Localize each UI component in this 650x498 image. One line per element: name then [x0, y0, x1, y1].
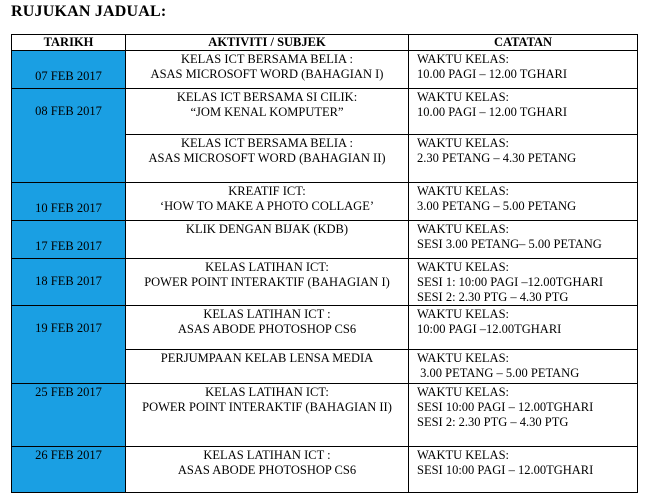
date-cell: 07 FEB 2017: [12, 51, 126, 89]
note-line: SESI 10:00 PAGI – 12.00TGHARI: [417, 463, 594, 477]
table-row: [12, 183, 638, 221]
note-line: 2.30 PETANG – 4.30 PETANG: [417, 151, 577, 165]
activity-line: PERJUMPAAN KELAB LENSA MEDIA: [160, 351, 374, 365]
activity-line: ASAS MICROSOFT WORD (BAHAGIAN I): [150, 67, 384, 81]
activity-line: ASAS ABODE PHOTOSHOP CS6: [177, 463, 357, 477]
activity-cell: [126, 51, 409, 89]
activity-line: KELAS LATIHAN ICT:: [205, 385, 329, 399]
note-line: SESI 1: 10:00 PAGI –12.00TGHARI: [417, 275, 604, 289]
note-line: 3.00 PETANG – 5.00 PETANG: [417, 199, 577, 213]
date-label: 18 FEB 2017: [35, 274, 102, 288]
note-line: WAKTU KELAS:: [417, 52, 510, 66]
header-row: [12, 35, 638, 51]
activity-line: ASAS MICROSOFT WORD (BAHAGIAN II): [148, 151, 386, 165]
note-line: SESI 2: 2.30 PTG – 4.30 PTG: [417, 415, 569, 429]
note-cell: [409, 183, 638, 221]
date-cell: [12, 306, 126, 384]
note-line: WAKTU KELAS:: [417, 222, 510, 236]
column-header-date: TARIKH: [12, 35, 126, 51]
activity-line: POWER POINT INTERAKTIF (BAHAGIAN II): [142, 400, 392, 414]
activity-cell: [126, 135, 409, 183]
date-cell: [12, 259, 126, 306]
date-cell: [12, 447, 126, 493]
note-cell: [409, 89, 638, 135]
date-label: 08 FEB 2017: [35, 104, 102, 118]
activity-cell: [126, 306, 409, 350]
activity-line: KELAS LATIHAN ICT:: [205, 260, 329, 274]
note-cell: [409, 447, 638, 493]
activity-line: KREATIF ICT:: [228, 184, 306, 198]
table-row: [12, 384, 638, 447]
note-line: WAKTU KELAS:: [417, 385, 510, 399]
activity-line: KELAS LATIHAN ICT :: [203, 448, 331, 462]
note-cell: [409, 350, 638, 384]
activity-cell: [126, 350, 409, 384]
note-line: WAKTU KELAS:: [417, 90, 510, 104]
note-cell: [409, 221, 638, 259]
date-label: 19 FEB 2017: [35, 321, 102, 335]
note-line: WAKTU KELAS:: [417, 351, 510, 365]
note-cell: [409, 259, 638, 306]
note-line: WAKTU KELAS:: [417, 307, 510, 321]
date-cell: [12, 384, 126, 447]
note-line: 3.00 PETANG – 5.00 PETANG: [417, 366, 580, 380]
note-cell: [409, 384, 638, 447]
activity-cell: [126, 183, 409, 221]
activity-line: KELAS ICT BERSAMA BELIA :: [180, 52, 353, 66]
note-cell: [409, 135, 638, 183]
date-cell: 10 FEB 2017: [12, 183, 126, 221]
activity-line: “JOM KENAL KOMPUTER”: [190, 105, 344, 119]
date-cell: 17 FEB 2017: [12, 221, 126, 259]
table-row: [12, 447, 638, 493]
activity-line: ASAS ABODE PHOTOSHOP CS6: [177, 322, 357, 336]
table-row: [12, 259, 638, 306]
activity-line: KELAS ICT BERSAMA BELIA :: [180, 136, 353, 150]
activity-cell: [126, 384, 409, 447]
activity-line: POWER POINT INTERAKTIF (BAHAGIAN I): [144, 275, 390, 289]
activity-cell: [126, 259, 409, 306]
note-line: WAKTU KELAS:: [417, 260, 510, 274]
schedule-table: [11, 34, 638, 493]
note-line: SESI 10:00 PAGI – 12.00TGHARI: [417, 400, 594, 414]
activity-cell: [126, 221, 409, 259]
note-line: 10.00 PAGI – 12.00 TGHARI: [417, 67, 568, 81]
note-line: 10:00 PAGI –12.00TGHARI: [417, 322, 562, 336]
note-cell: [409, 306, 638, 350]
page-heading: RUJUKAN JADUAL:: [11, 3, 167, 20]
column-header-notes: CATATAN: [409, 35, 638, 51]
table-row: [12, 221, 638, 259]
activity-line: KELAS ICT BERSAMA SI CILIK:: [176, 90, 358, 104]
column-header-activity: AKTIVITI / SUBJEK: [126, 35, 409, 51]
activity-line: ‘HOW TO MAKE A PHOTO COLLAGE’: [159, 199, 374, 213]
note-line: WAKTU KELAS:: [417, 184, 510, 198]
note-line: WAKTU KELAS:: [417, 448, 510, 462]
note-cell: [409, 51, 638, 89]
activity-line: KLIK DENGAN BIJAK (KDB): [185, 222, 349, 236]
date-label: 26 FEB 2017: [35, 448, 102, 462]
table-row: [12, 306, 638, 350]
activity-line: KELAS LATIHAN ICT :: [203, 307, 331, 321]
activity-cell: [126, 447, 409, 493]
note-line: 10.00 PAGI – 12.00 TGHARI: [417, 105, 568, 119]
note-line: WAKTU KELAS:: [417, 136, 510, 150]
table-row: [12, 89, 638, 135]
date-label: 25 FEB 2017: [35, 385, 102, 399]
date-cell: [12, 89, 126, 183]
note-line: SESI 3.00 PETANG– 5.00 PETANG: [417, 237, 602, 251]
activity-cell: [126, 89, 409, 135]
table-row: [12, 51, 638, 89]
note-line: SESI 2: 2.30 PTG – 4.30 PTG: [417, 290, 569, 304]
